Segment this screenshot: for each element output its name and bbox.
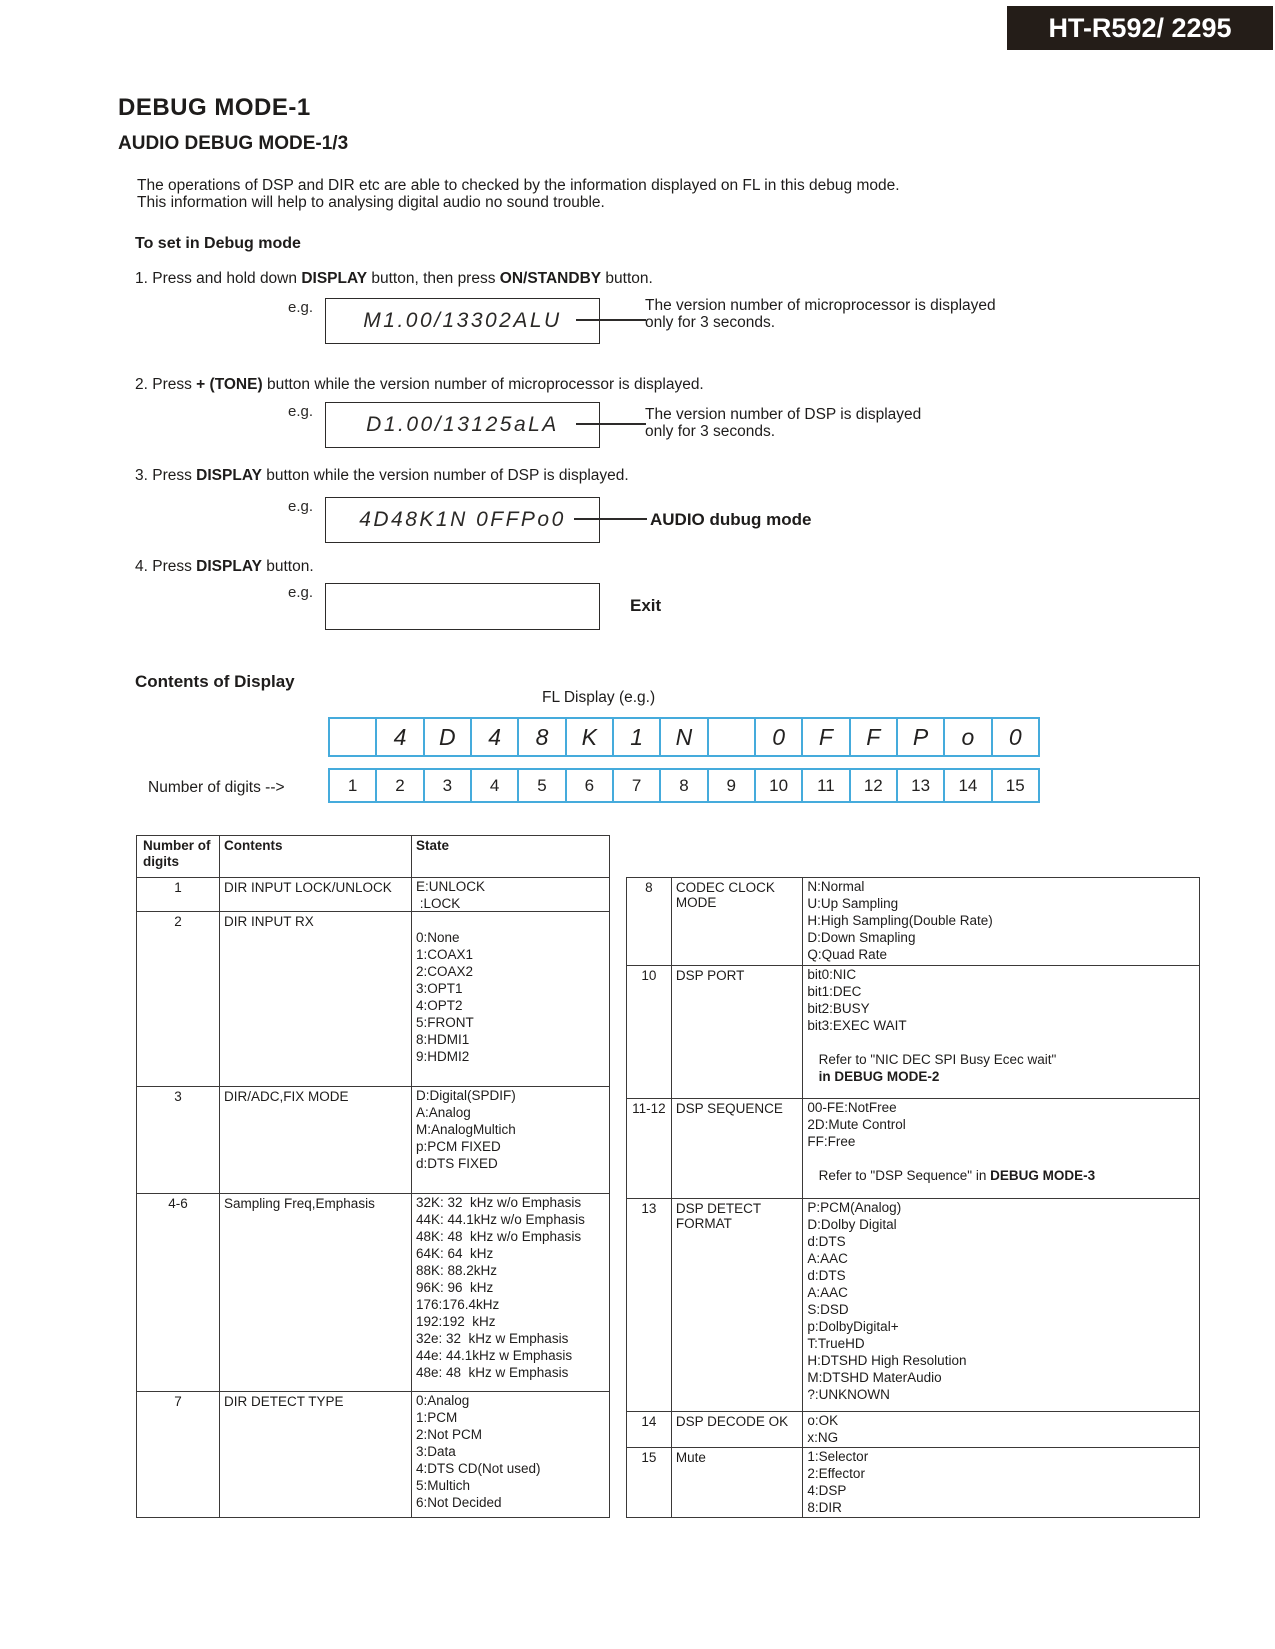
contents-table-right	[626, 877, 1200, 1518]
fl-display-cell: D	[423, 717, 472, 757]
text-line: S:DSD	[807, 1302, 849, 1317]
fl-display-caption: FL Display (e.g.)	[542, 689, 656, 706]
contents-cell: DSP PORT	[671, 966, 803, 1098]
digit-number-cell: 3	[423, 768, 472, 803]
text-line: A:AAC	[807, 1285, 848, 1300]
contents-cell: DSP DETECT FORMAT	[671, 1199, 803, 1411]
text-line: Refer to "DSP Sequence" in DEBUG MODE-3	[807, 1168, 1096, 1183]
text-line: H:High Sampling(Double Rate)	[807, 913, 993, 928]
step-1-note	[645, 297, 996, 331]
text-line: H:DTSHD High Resolution	[807, 1353, 967, 1368]
fl-example-box-1: M1.00/13302ALU	[325, 298, 600, 344]
digit-number-cell: 6	[565, 768, 614, 803]
fl-display-grid	[328, 717, 1040, 757]
text-line: M:AnalogMultich	[416, 1122, 516, 1137]
table-row	[627, 1198, 1199, 1411]
state-cell	[802, 878, 1199, 965]
digit-number-cell: 1	[328, 768, 377, 803]
text-line: 5:FRONT	[416, 1015, 474, 1030]
digit-number-grid	[328, 768, 1040, 803]
text-line: 48e: 48 kHz w Emphasis	[416, 1365, 569, 1380]
table-row	[627, 1411, 1199, 1447]
table-row	[137, 1391, 609, 1517]
text-line: bit1:DEC	[807, 984, 862, 999]
text-line: 0:None	[416, 930, 460, 945]
digit-number-cell: 8	[659, 768, 708, 803]
text-line: The version number of DSP is displayed	[645, 406, 922, 423]
contents-cell: DSP DECODE OK	[671, 1412, 803, 1447]
state-cell	[411, 1194, 609, 1391]
fl-display-cell	[707, 717, 756, 757]
text-line: 3:OPT1	[416, 981, 463, 996]
contents-table-left	[136, 835, 610, 1518]
digits-cell: 11-12	[632, 1101, 666, 1116]
text-line: 1:PCM	[416, 1410, 458, 1425]
text-line: 8:HDMI1	[416, 1032, 470, 1047]
step-3-note: AUDIO dubug mode	[650, 510, 812, 529]
text-line: 1:COAX1	[416, 947, 474, 962]
text-line: 32e: 32 kHz w Emphasis	[416, 1331, 569, 1346]
text-line: 1:Selector	[807, 1449, 869, 1464]
text-line: 44e: 44.1kHz w Emphasis	[416, 1348, 573, 1363]
page-subtitle: AUDIO DEBUG MODE-1/3	[118, 133, 349, 154]
text-line: 4:DTS CD(Not used)	[416, 1461, 541, 1476]
text-line: E:UNLOCK	[416, 879, 486, 894]
text-line: 96K: 96 kHz	[416, 1280, 494, 1295]
text-line: The operations of DSP and DIR etc are able to checked by the information displayed on FL in this debug mode.	[137, 177, 900, 194]
contents-cell: CODEC CLOCK MODE	[671, 878, 803, 965]
text-line: Q:Quad Rate	[807, 947, 887, 962]
text-line: 44K: 44.1kHz w/o Emphasis	[416, 1212, 585, 1227]
text-line: U:Up Sampling	[807, 896, 899, 911]
digit-number-cell: 13	[896, 768, 945, 803]
fl-display-cell: 0	[991, 717, 1040, 757]
text-line: 5:Multich	[416, 1478, 471, 1493]
table-header-cell: Contents	[219, 836, 411, 877]
digits-cell: 10	[641, 968, 657, 983]
eg-label-3: e.g.	[288, 498, 314, 515]
digits-cell: 14	[641, 1414, 657, 1429]
eg-label-4: e.g.	[288, 584, 314, 601]
table-row	[627, 1098, 1199, 1198]
text-line: 64K: 64 kHz	[416, 1246, 494, 1261]
fl-example-box-3: 4D48K1N 0FFPo0	[325, 497, 600, 543]
contents-cell: DIR INPUT RX	[219, 912, 411, 1086]
fl-display-cell: N	[659, 717, 708, 757]
text-line: D:Down Smapling	[807, 930, 916, 945]
digit-number-cell: 2	[375, 768, 424, 803]
contents-cell: DIR/ADC,FIX MODE	[219, 1087, 411, 1193]
text-line: N:Normal	[807, 879, 865, 894]
text-line: D:Digital(SPDIF)	[416, 1088, 516, 1103]
table-row	[137, 1193, 609, 1391]
text-line: x:NG	[807, 1430, 839, 1445]
text-line	[416, 912, 606, 929]
digits-cell: 8	[645, 880, 653, 895]
intro-paragraph	[137, 177, 900, 211]
text-line: d:DTS	[807, 1268, 846, 1283]
text-line: The version number of microprocessor is displayed	[645, 297, 996, 314]
text-line: p:PCM FIXED	[416, 1139, 501, 1154]
digit-number-cell: 5	[517, 768, 566, 803]
table-row	[627, 1447, 1199, 1517]
text-line: bit2:BUSY	[807, 1001, 870, 1016]
state-cell	[802, 1412, 1199, 1447]
contents-cell: DIR INPUT LOCK/UNLOCK	[219, 878, 411, 911]
text-line: P:PCM(Analog)	[807, 1200, 902, 1215]
fl-display-cell: 8	[517, 717, 566, 757]
text-line: D:Dolby Digital	[807, 1217, 897, 1232]
contents-cell: Sampling Freq,Emphasis	[219, 1194, 411, 1391]
digits-cell: 7	[174, 1394, 182, 1409]
text-line: 9:HDMI2	[416, 1049, 470, 1064]
text-line: ?:UNKNOWN	[807, 1387, 890, 1402]
fl-display-cell: P	[896, 717, 945, 757]
fl-example-box-4	[325, 583, 600, 630]
text-line: 2D:Mute Control	[807, 1117, 906, 1132]
digit-number-cell: 7	[612, 768, 661, 803]
text-line: M:DTSHD MaterAudio	[807, 1370, 942, 1385]
text-line: 4:DSP	[807, 1483, 847, 1498]
connector-line-1	[576, 319, 646, 321]
digits-label: Number of digits -->	[148, 779, 285, 796]
fl-display-cell: 1	[612, 717, 661, 757]
digit-number-cell: 10	[754, 768, 803, 803]
text-line: 0:Analog	[416, 1393, 470, 1408]
fl-display-cell: o	[943, 717, 992, 757]
table-row	[137, 911, 609, 1086]
table-header-row	[137, 836, 609, 877]
text-line: 8:DIR	[807, 1500, 842, 1515]
text-line: This information will help to analysing digital audio no sound trouble.	[137, 194, 605, 211]
text-line: 192:192 kHz	[416, 1314, 496, 1329]
text-line: Refer to "NIC DEC SPI Busy Ecec wait"	[807, 1052, 1057, 1067]
text-line: only for 3 seconds.	[645, 314, 776, 331]
state-cell	[802, 1199, 1199, 1411]
text-line: T:TrueHD	[807, 1336, 865, 1351]
step-2-text: 2. Press + (TONE) button while the version number of microprocessor is displayed.	[135, 376, 704, 393]
fl-display-cell: 4	[470, 717, 519, 757]
step-4-text: 4. Press DISPLAY button.	[135, 558, 314, 575]
digits-cell: 2	[174, 914, 182, 929]
step-2-note	[645, 406, 921, 440]
contents-cell: DSP SEQUENCE	[671, 1099, 803, 1198]
contents-cell: DIR DETECT TYPE	[219, 1392, 411, 1517]
section-heading-contents-of-display: Contents of Display	[135, 672, 295, 691]
table-header-cell: State	[411, 836, 609, 877]
digit-number-cell: 14	[943, 768, 992, 803]
fl-display-cell: 0	[754, 717, 803, 757]
text-line: A:AAC	[807, 1251, 848, 1266]
text-line	[807, 1034, 1196, 1051]
table-row	[137, 1086, 609, 1193]
step-4-note: Exit	[630, 596, 662, 615]
state-cell	[802, 1448, 1199, 1517]
step-3-text: 3. Press DISPLAY button while the version number of DSP is displayed.	[135, 467, 629, 484]
fl-display-cell: K	[565, 717, 614, 757]
text-line: d:DTS FIXED	[416, 1156, 498, 1171]
section-heading-set-debug-mode: To set in Debug mode	[135, 235, 301, 252]
state-cell	[802, 1099, 1199, 1198]
text-line: 2:COAX2	[416, 964, 474, 979]
digit-number-cell: 12	[849, 768, 898, 803]
digit-number-cell: 15	[991, 768, 1040, 803]
fl-display-cell: F	[801, 717, 850, 757]
state-cell	[411, 878, 609, 911]
text-line: 176:176.4kHz	[416, 1297, 500, 1312]
text-line: 6:Not Decided	[416, 1495, 502, 1510]
state-cell	[411, 1392, 609, 1517]
text-line: bit0:NIC	[807, 967, 857, 982]
text-line: 2:Not PCM	[416, 1427, 483, 1442]
digit-number-cell: 9	[707, 768, 756, 803]
text-line: 88K: 88.2kHz	[416, 1263, 498, 1278]
fl-display-cell: F	[849, 717, 898, 757]
table-row	[627, 965, 1199, 1098]
model-badge: HT-R592/ 2295	[1007, 6, 1273, 50]
text-line: 00-FE:NotFree	[807, 1100, 897, 1115]
text-line: 3:Data	[416, 1444, 456, 1459]
text-line	[807, 1150, 1196, 1167]
digits-cell: 13	[641, 1201, 657, 1216]
state-cell	[802, 966, 1199, 1098]
digits-cell: 3	[174, 1089, 182, 1104]
fl-display-cell	[328, 717, 377, 757]
digits-cell: 15	[641, 1450, 657, 1465]
digit-number-cell: 4	[470, 768, 519, 803]
text-line: o:OK	[807, 1413, 839, 1428]
text-line: d:DTS	[807, 1234, 846, 1249]
digit-number-cell: 11	[801, 768, 850, 803]
text-line: only for 3 seconds.	[645, 423, 776, 440]
text-line: bit3:EXEC WAIT	[807, 1018, 907, 1033]
eg-label-2: e.g.	[288, 403, 314, 420]
state-cell	[411, 1087, 609, 1193]
state-cell	[411, 912, 609, 1086]
text-line: A:Analog	[416, 1105, 471, 1120]
digits-cell: 1	[174, 880, 182, 895]
table-row	[137, 877, 609, 911]
text-line: FF:Free	[807, 1134, 856, 1149]
text-line: 48K: 48 kHz w/o Emphasis	[416, 1229, 582, 1244]
table-header-cell: Number of digits	[143, 838, 211, 869]
text-line: :LOCK	[416, 896, 461, 911]
page-title: DEBUG MODE-1	[118, 94, 311, 121]
text-line: 2:Effector	[807, 1466, 865, 1481]
connector-line-2	[576, 423, 646, 425]
digits-cell: 4-6	[168, 1196, 188, 1211]
fl-example-box-2: D1.00/13125aLA	[325, 402, 600, 448]
text-line: in DEBUG MODE-2	[818, 1069, 940, 1084]
text-line: 4:OPT2	[416, 998, 463, 1013]
eg-label-1: e.g.	[288, 299, 314, 316]
step-1-text: 1. Press and hold down DISPLAY button, then press ON/STANDBY button.	[135, 270, 653, 287]
contents-cell: Mute	[671, 1448, 803, 1517]
connector-line-3	[574, 518, 647, 520]
text-line: p:DolbyDigital+	[807, 1319, 899, 1334]
text-line: 32K: 32 kHz w/o Emphasis	[416, 1195, 582, 1210]
table-row	[627, 878, 1199, 965]
fl-display-cell: 4	[375, 717, 424, 757]
